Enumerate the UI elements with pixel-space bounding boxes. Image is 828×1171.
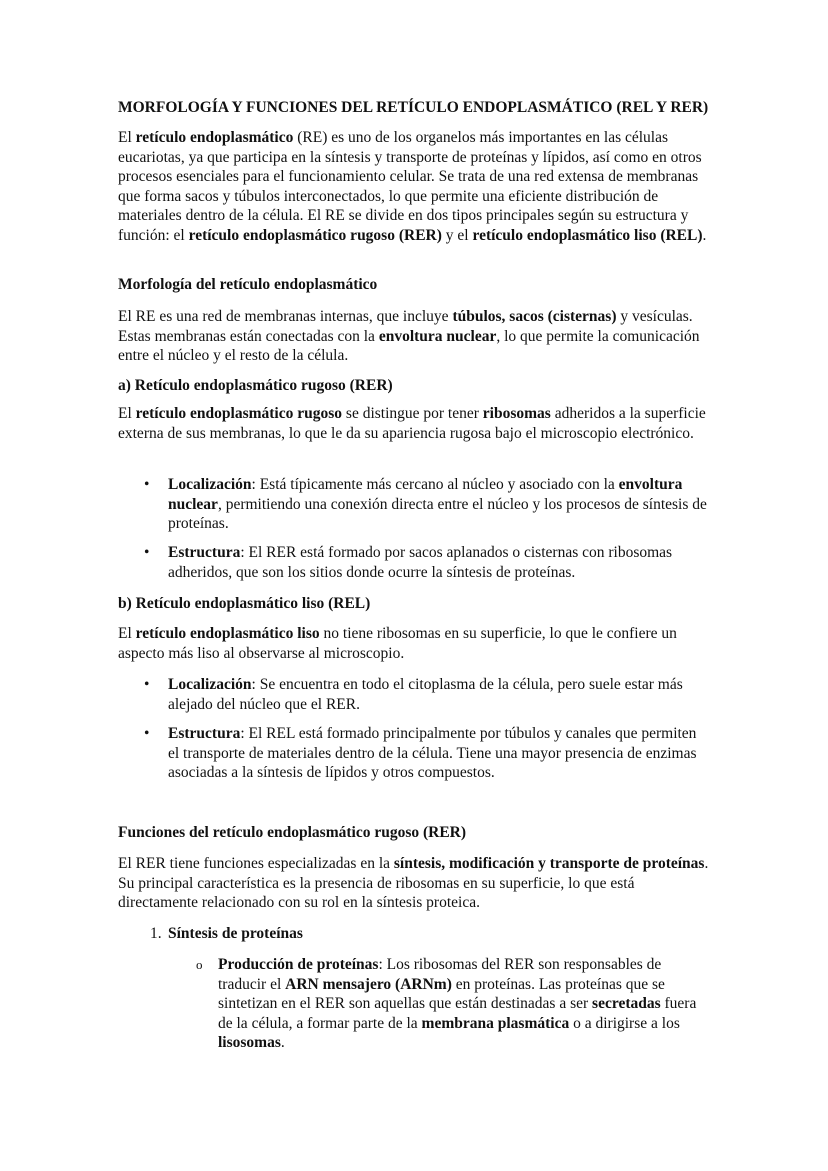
section-heading [118,376,710,396]
bold-text: ARN mensajero (ARNm) [285,975,452,993]
bold-text: envoltura nuclear [378,327,497,345]
bold-text: Localización [168,476,252,493]
bold-text: retículo endoplasmático liso (REL) [472,226,703,244]
paragraph [118,854,710,913]
bold-text: membrana plasmática [421,1014,570,1032]
bold-text: retículo endoplasmático rugoso [135,405,343,422]
bold-text: Síntesis de proteínas [168,925,303,942]
bold-text: envoltura nuclear [168,476,683,513]
section-heading [118,275,710,295]
text-segment: se distingue por tener [342,405,483,422]
paragraph [118,307,710,366]
document-title [118,98,710,118]
bullet-icon: o [196,957,203,972]
text-segment: El [118,129,136,146]
bullet-item [144,543,710,582]
bullet-icon: • [144,544,150,561]
bold-text: MORFOLOGÍA Y FUNCIONES DEL RETÍCULO ENDOPLASMÁTICO (REL Y RER) [118,99,709,116]
section-heading [118,823,710,843]
text-segment: . Su principal característica es la presencia de ribosomas en su superficie, lo que está directamente relacionado con su rol en la síntesis proteica. [118,855,709,912]
paragraph [118,624,710,663]
bold-text: secretadas [592,995,661,1013]
bold-text: Estructura [168,544,241,561]
bold-text: retículo endoplasmático rugoso (RER) [188,226,442,244]
text-segment: : Está típicamente más cercano al núcleo y asociado con la [251,476,619,493]
bold-text: Morfología del retículo endoplasmático [118,276,378,293]
bullet-item [144,675,710,714]
list-number: 1. [150,925,162,942]
bold-text: Localización [168,676,252,693]
bullet-item [144,724,710,783]
text-segment: o a dirigirse a los [569,1014,680,1032]
text-segment: El [118,405,136,422]
text-segment: y el [441,226,473,244]
text-segment: , permitiendo una conexión directa entre el núcleo y los procesos de síntesis de proteínas. [168,495,707,533]
text-segment: (RE) es uno de los organelos más importantes en las células eucariotas, ya que participa en la síntesis y transporte de proteínas y lípidos, así como en otros procesos esenciales para el funcionamiento celular. Se trata de una red extensa de membranas que forma sacos y túbulos interconectados, lo que permite una eficiente distribución de materiales dentro de la célula. El RE se divide en dos tipos principales según su estructura y función: el [118,129,702,244]
bold-text: síntesis, modificación y transporte de proteínas [393,855,705,872]
bold-text: lisosomas [218,1034,281,1052]
text-segment: : Se encuentra en todo el citoplasma de la célula, pero suele estar más alejado del núcleo que el RER. [168,676,683,713]
text-segment: adheridos a la superficie externa de sus membranas, lo que le da su apariencia rugosa bajo el microscopio electrónico. [118,405,706,442]
text-segment: . [702,226,707,244]
text-segment: y vesículas. Estas membranas están conectadas con la [118,308,693,345]
bullet-icon: • [144,676,150,693]
bold-text: Producción de proteínas [218,956,379,973]
section-heading [118,594,710,614]
bold-text: b) Retículo endoplasmático liso (REL) [118,595,371,612]
numbered-item [150,924,710,944]
text-segment: . [280,1034,285,1052]
bold-text: túbulos, sacos (cisternas) [452,308,617,325]
bold-text: Estructura [168,725,241,742]
text-segment: fuera de la célula, a formar parte de la [218,995,697,1032]
bullet-icon: • [144,476,150,493]
text-segment: : El REL está formado principalmente por túbulos y canales que permiten el transporte de materiales dentro de la célula. Tiene una mayor presencia de enzimas asociadas a la síntesis de lípidos y otros compuestos. [168,725,697,782]
text-segment: El [118,625,136,642]
text-segment: El RE es una red de membranas internas, que incluye [118,308,453,325]
bold-text: retículo endoplasmático liso [135,625,320,642]
text-segment: en proteínas. Las proteínas que se sintetizan en el RER son aquellas que están destinadas a ser [218,975,665,1013]
text-segment: : Los ribosomas del RER son responsables de traducir el [218,956,662,993]
sub-bullet-item [196,955,712,1053]
bold-text: Funciones del retículo endoplasmático rugoso (RER) [118,824,467,841]
paragraph [118,404,710,443]
bold-text: a) Retículo endoplasmático rugoso (RER) [118,377,393,394]
paragraph [118,128,710,246]
text-segment: : El RER está formado por sacos aplanados o cisternas con ribosomas adheridos, que son los sitios donde ocurre la síntesis de proteínas. [168,544,673,581]
text-segment: no tiene ribosomas en su superficie, lo que le confiere un aspecto más liso al observarse al microscopio. [118,625,677,662]
bold-text: ribosomas [482,405,551,422]
text-segment: El RER tiene funciones especializadas en la [118,855,394,872]
bold-text: retículo endoplasmático [135,129,294,146]
text-segment: , lo que permite la comunicación entre el núcleo y el resto de la célula. [118,327,700,365]
bullet-icon: • [144,725,150,742]
bullet-item [144,475,710,534]
